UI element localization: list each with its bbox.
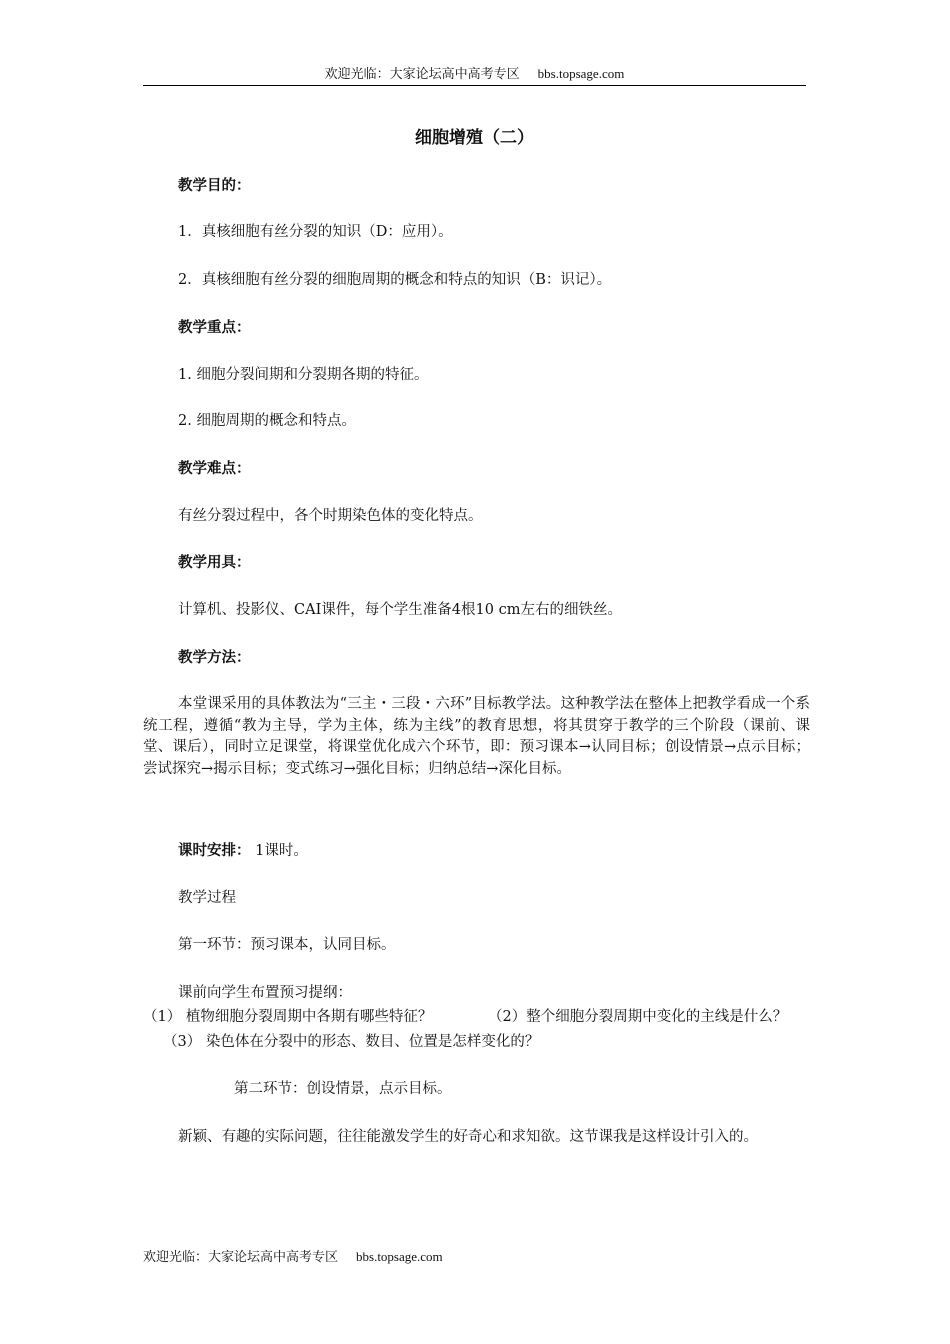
header-divider	[143, 85, 806, 86]
document-title: 细胞增殖（二）	[415, 128, 534, 148]
methods-heading: 教学方法：	[178, 649, 251, 666]
page-header	[143, 64, 806, 85]
header-welcome-text: 欢迎光临：大家论坛高中高考专区	[324, 67, 520, 82]
methods-paragraph: 本堂课采用的具体教法为“三主・三段・六环”目标教学法。这种教学法在整体上把教学看成一个系统工程，遵循“教为主导，学为主体，练为主线”的教育思想，将其贯穿于教学的三个阶段（课前、课堂、课后），同时立足课堂，将课堂优化成六个环节，即：预习课本→认同目标；创设情景→点示目标；尝试探究→揭示目标；变式练习→强化目标；归纳总结→深化目标。	[143, 696, 810, 777]
key-point-item-2: 2. 细胞周期的概念和特点。	[178, 413, 356, 429]
header-site-link[interactable]: bbs.topsage.com	[537, 66, 625, 81]
tools-text: 计算机、投影仪、CAI课件，每个学生准备4根10 cm左右的细铁丝。	[178, 602, 622, 618]
difficulties-text: 有丝分裂过程中，各个时期染色体的变化特点。	[178, 508, 483, 524]
page-footer	[143, 1247, 443, 1268]
difficulties-heading: 教学难点：	[178, 460, 251, 477]
process-heading: 教学过程	[178, 890, 236, 906]
process-step-2: 第二环节：创设情景，点示目标。	[234, 1081, 452, 1097]
footer-welcome-text: 欢迎光临：大家论坛高中高考专区	[143, 1250, 339, 1265]
schedule-line	[178, 841, 308, 861]
footer-site-link[interactable]: bbs.topsage.com	[356, 1249, 443, 1264]
process-step-1: 第一环节：预习课本，认同目标。	[178, 937, 396, 953]
objective-item-2: 2．真核细胞有丝分裂的细胞周期的概念和特点的知识（B：识记）。	[178, 272, 612, 288]
preview-question-2: （2）整个细胞分裂周期中变化的主线是什么？	[488, 1009, 788, 1025]
preview-question-3: （3） 染色体在分裂中的形态、数目、位置是怎样变化的？	[163, 1034, 540, 1050]
schedule-heading: 课时安排：	[178, 842, 251, 859]
preview-outline-intro: 课前向学生布置预习提纲：	[178, 985, 352, 1001]
objective-item-1: 1．真核细胞有丝分裂的知识（D：应用）。	[178, 224, 453, 240]
schedule-value: 1课时。	[255, 843, 308, 859]
key-point-item-1: 1. 细胞分裂间期和分裂期各期的特征。	[178, 367, 429, 383]
objectives-heading: 教学目的：	[178, 177, 251, 194]
tools-heading: 教学用具：	[178, 554, 251, 571]
intro-paragraph: 新颖、有趣的实际问题，往往能激发学生的好奇心和求知欲。这节课我是这样设计引入的。	[178, 1129, 758, 1145]
key-points-heading: 教学重点：	[178, 319, 251, 336]
preview-question-1: （1） 植物细胞分裂周期中各期有哪些特征？	[143, 1009, 433, 1025]
